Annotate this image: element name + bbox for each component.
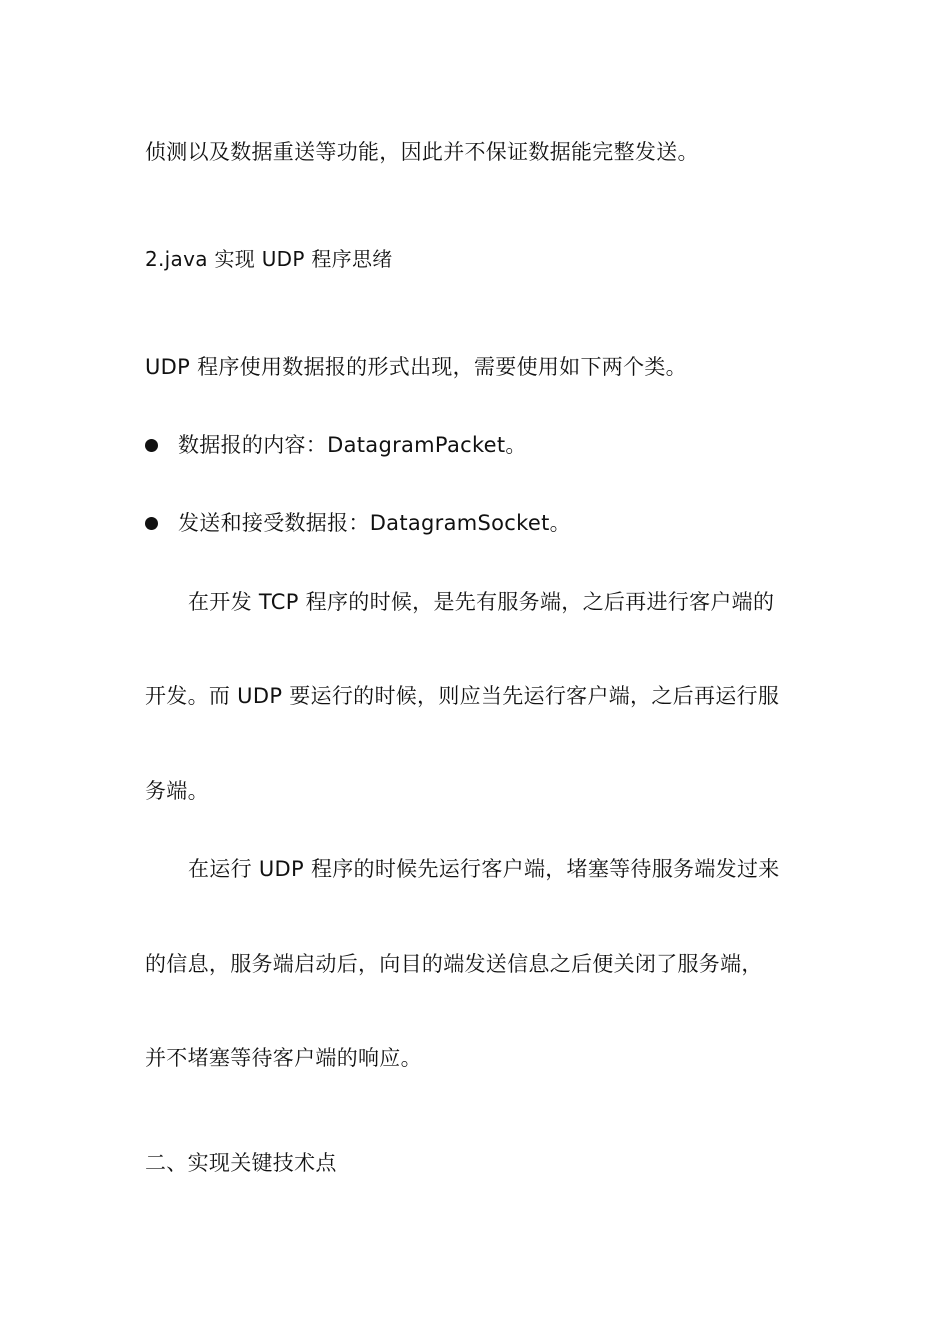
paragraph-line: 在运行 UDP 程序的时候先运行客户端，堵塞等待服务端发过来	[188, 857, 780, 881]
bullet-icon	[145, 517, 158, 530]
paragraph-line: 的信息，服务端启动后，向目的端发送信息之后便关闭了服务端，	[145, 952, 763, 976]
bullet-text: 发送和接受数据报：DatagramSocket。	[178, 511, 571, 535]
bullet-item	[145, 509, 571, 537]
text-line: 侦测以及数据重送等功能，因此并不保证数据能完整发送。	[145, 140, 699, 164]
subheading-java-udp: 2.java 实现 UDP 程序思绪	[145, 247, 393, 271]
text-line: UDP 程序使用数据报的形式出现，需要使用如下两个类。	[145, 355, 687, 379]
bullet-text: 数据报的内容：DatagramPacket。	[178, 433, 527, 457]
paragraph-line: 在开发 TCP 程序的时候，是先有服务端，之后再进行客户端的	[188, 590, 775, 614]
paragraph-line: 务端。	[145, 779, 209, 803]
paragraph-line: 并不堵塞等待客户端的响应。	[145, 1046, 422, 1070]
section-heading: 二、实现关键技术点	[145, 1151, 337, 1175]
bullet-item	[145, 431, 527, 459]
bullet-icon	[145, 439, 158, 452]
paragraph-line: 开发。而 UDP 要运行的时候，则应当先运行客户端，之后再运行服	[145, 684, 780, 708]
